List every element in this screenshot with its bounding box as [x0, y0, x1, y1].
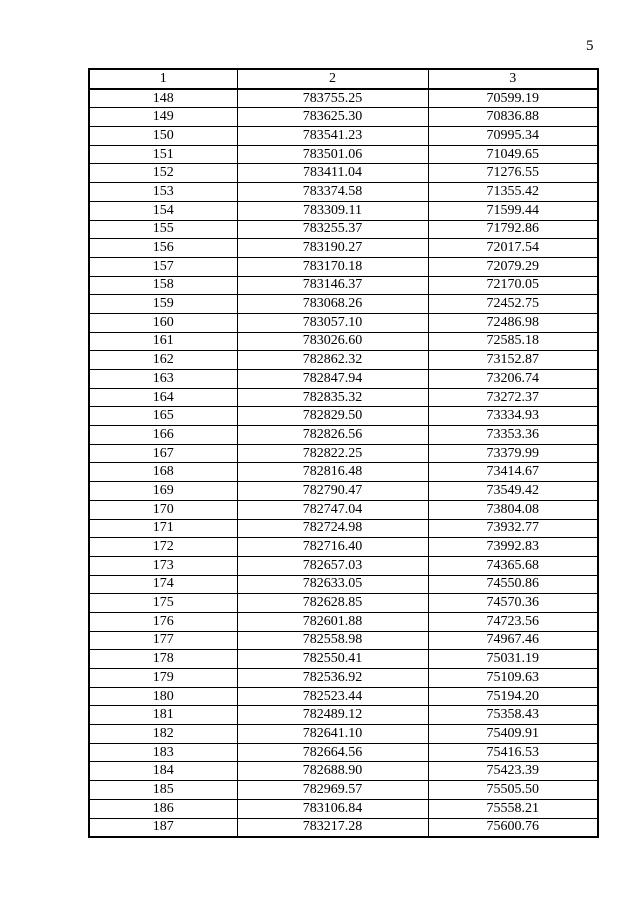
x-coordinate-cell: 783146.37 [237, 276, 428, 295]
y-coordinate-cell: 73206.74 [428, 370, 598, 389]
y-coordinate-cell: 74365.68 [428, 556, 598, 575]
table-row [89, 725, 598, 744]
column-header-3: 3 [428, 69, 598, 89]
table-row [89, 108, 598, 127]
point-number-cell: 170 [89, 500, 237, 519]
table-row [89, 295, 598, 314]
y-coordinate-cell: 75409.91 [428, 725, 598, 744]
table-row [89, 463, 598, 482]
x-coordinate-cell: 782550.41 [237, 650, 428, 669]
point-number-cell: 163 [89, 370, 237, 389]
table-row [89, 201, 598, 220]
point-number-cell: 172 [89, 538, 237, 557]
x-coordinate-cell: 782664.56 [237, 743, 428, 762]
point-number-cell: 174 [89, 575, 237, 594]
table-row [89, 127, 598, 146]
y-coordinate-cell: 71792.86 [428, 220, 598, 239]
column-header-2: 2 [237, 69, 428, 89]
point-number-cell: 178 [89, 650, 237, 669]
coordinates-table [88, 68, 599, 838]
y-coordinate-cell: 72452.75 [428, 295, 598, 314]
table-row [89, 818, 598, 837]
x-coordinate-cell: 783217.28 [237, 818, 428, 837]
point-number-cell: 169 [89, 482, 237, 501]
y-coordinate-cell: 70836.88 [428, 108, 598, 127]
x-coordinate-cell: 783170.18 [237, 257, 428, 276]
table-row [89, 257, 598, 276]
point-number-cell: 162 [89, 351, 237, 370]
x-coordinate-cell: 782628.85 [237, 594, 428, 613]
point-number-cell: 184 [89, 762, 237, 781]
table-row [89, 407, 598, 426]
x-coordinate-cell: 782862.32 [237, 351, 428, 370]
table-row [89, 538, 598, 557]
x-coordinate-cell: 782523.44 [237, 687, 428, 706]
point-number-cell: 160 [89, 313, 237, 332]
y-coordinate-cell: 74550.86 [428, 575, 598, 594]
point-number-cell: 161 [89, 332, 237, 351]
y-coordinate-cell: 73152.87 [428, 351, 598, 370]
point-number-cell: 180 [89, 687, 237, 706]
x-coordinate-cell: 782601.88 [237, 612, 428, 631]
x-coordinate-cell: 782835.32 [237, 388, 428, 407]
point-number-cell: 148 [89, 89, 237, 108]
table-row [89, 444, 598, 463]
x-coordinate-cell: 782822.25 [237, 444, 428, 463]
y-coordinate-cell: 71049.65 [428, 145, 598, 164]
y-coordinate-cell: 71355.42 [428, 183, 598, 202]
point-number-cell: 181 [89, 706, 237, 725]
table-row [89, 313, 598, 332]
table-row [89, 482, 598, 501]
point-number-cell: 179 [89, 669, 237, 688]
x-coordinate-cell: 782633.05 [237, 575, 428, 594]
table-row [89, 351, 598, 370]
x-coordinate-cell: 783625.30 [237, 108, 428, 127]
point-number-cell: 152 [89, 164, 237, 183]
point-number-cell: 183 [89, 743, 237, 762]
y-coordinate-cell: 72486.98 [428, 313, 598, 332]
point-number-cell: 176 [89, 612, 237, 631]
table-row [89, 426, 598, 445]
y-coordinate-cell: 75505.50 [428, 781, 598, 800]
table-row [89, 762, 598, 781]
table-row [89, 575, 598, 594]
y-coordinate-cell: 73334.93 [428, 407, 598, 426]
y-coordinate-cell: 73379.99 [428, 444, 598, 463]
point-number-cell: 168 [89, 463, 237, 482]
table-row [89, 669, 598, 688]
table-row [89, 220, 598, 239]
table-header [89, 69, 598, 89]
y-coordinate-cell: 75031.19 [428, 650, 598, 669]
x-coordinate-cell: 783309.11 [237, 201, 428, 220]
y-coordinate-cell: 75600.76 [428, 818, 598, 837]
page-number: 5 [586, 38, 594, 54]
table-row [89, 145, 598, 164]
table-row [89, 594, 598, 613]
y-coordinate-cell: 75194.20 [428, 687, 598, 706]
y-coordinate-cell: 75558.21 [428, 799, 598, 818]
y-coordinate-cell: 73992.83 [428, 538, 598, 557]
x-coordinate-cell: 783026.60 [237, 332, 428, 351]
point-number-cell: 177 [89, 631, 237, 650]
table-row [89, 687, 598, 706]
x-coordinate-cell: 783190.27 [237, 239, 428, 258]
point-number-cell: 171 [89, 519, 237, 538]
y-coordinate-cell: 73272.37 [428, 388, 598, 407]
point-number-cell: 150 [89, 127, 237, 146]
y-coordinate-cell: 75109.63 [428, 669, 598, 688]
x-coordinate-cell: 782724.98 [237, 519, 428, 538]
x-coordinate-cell: 782816.48 [237, 463, 428, 482]
y-coordinate-cell: 73804.08 [428, 500, 598, 519]
table-row [89, 183, 598, 202]
x-coordinate-cell: 782688.90 [237, 762, 428, 781]
y-coordinate-cell: 73932.77 [428, 519, 598, 538]
x-coordinate-cell: 782829.50 [237, 407, 428, 426]
table-row [89, 743, 598, 762]
point-number-cell: 151 [89, 145, 237, 164]
point-number-cell: 185 [89, 781, 237, 800]
point-number-cell: 153 [89, 183, 237, 202]
y-coordinate-cell: 73549.42 [428, 482, 598, 501]
x-coordinate-cell: 782790.47 [237, 482, 428, 501]
x-coordinate-cell: 782558.98 [237, 631, 428, 650]
x-coordinate-cell: 783106.84 [237, 799, 428, 818]
y-coordinate-cell: 73414.67 [428, 463, 598, 482]
x-coordinate-cell: 783057.10 [237, 313, 428, 332]
y-coordinate-cell: 72079.29 [428, 257, 598, 276]
table-row [89, 799, 598, 818]
table-row [89, 650, 598, 669]
x-coordinate-cell: 782747.04 [237, 500, 428, 519]
table-body [89, 89, 598, 838]
table-row [89, 89, 598, 108]
y-coordinate-cell: 74570.36 [428, 594, 598, 613]
table-row [89, 781, 598, 800]
point-number-cell: 158 [89, 276, 237, 295]
y-coordinate-cell: 75423.39 [428, 762, 598, 781]
x-coordinate-cell: 782969.57 [237, 781, 428, 800]
point-number-cell: 167 [89, 444, 237, 463]
x-coordinate-cell: 782536.92 [237, 669, 428, 688]
point-number-cell: 186 [89, 799, 237, 818]
y-coordinate-cell: 70995.34 [428, 127, 598, 146]
y-coordinate-cell: 72170.05 [428, 276, 598, 295]
point-number-cell: 165 [89, 407, 237, 426]
point-number-cell: 187 [89, 818, 237, 837]
table-row [89, 164, 598, 183]
point-number-cell: 175 [89, 594, 237, 613]
table-row [89, 370, 598, 389]
y-coordinate-cell: 73353.36 [428, 426, 598, 445]
y-coordinate-cell: 72017.54 [428, 239, 598, 258]
x-coordinate-cell: 783755.25 [237, 89, 428, 108]
x-coordinate-cell: 782657.03 [237, 556, 428, 575]
x-coordinate-cell: 783068.26 [237, 295, 428, 314]
point-number-cell: 173 [89, 556, 237, 575]
table-row [89, 612, 598, 631]
y-coordinate-cell: 74967.46 [428, 631, 598, 650]
table-row [89, 631, 598, 650]
point-number-cell: 164 [89, 388, 237, 407]
point-number-cell: 149 [89, 108, 237, 127]
point-number-cell: 155 [89, 220, 237, 239]
point-number-cell: 156 [89, 239, 237, 258]
x-coordinate-cell: 782641.10 [237, 725, 428, 744]
column-header-1: 1 [89, 69, 237, 89]
y-coordinate-cell: 75416.53 [428, 743, 598, 762]
header-row [89, 69, 598, 89]
x-coordinate-cell: 783501.06 [237, 145, 428, 164]
table-row [89, 556, 598, 575]
y-coordinate-cell: 74723.56 [428, 612, 598, 631]
table-row [89, 276, 598, 295]
table-row [89, 332, 598, 351]
table-row [89, 706, 598, 725]
x-coordinate-cell: 782826.56 [237, 426, 428, 445]
point-number-cell: 159 [89, 295, 237, 314]
x-coordinate-cell: 783411.04 [237, 164, 428, 183]
x-coordinate-cell: 782489.12 [237, 706, 428, 725]
point-number-cell: 157 [89, 257, 237, 276]
y-coordinate-cell: 71276.55 [428, 164, 598, 183]
x-coordinate-cell: 783374.58 [237, 183, 428, 202]
point-number-cell: 154 [89, 201, 237, 220]
x-coordinate-cell: 783255.37 [237, 220, 428, 239]
x-coordinate-cell: 783541.23 [237, 127, 428, 146]
y-coordinate-cell: 72585.18 [428, 332, 598, 351]
table-row [89, 500, 598, 519]
x-coordinate-cell: 782716.40 [237, 538, 428, 557]
y-coordinate-cell: 75358.43 [428, 706, 598, 725]
point-number-cell: 166 [89, 426, 237, 445]
x-coordinate-cell: 782847.94 [237, 370, 428, 389]
table-row [89, 519, 598, 538]
table-row [89, 388, 598, 407]
point-number-cell: 182 [89, 725, 237, 744]
table-row [89, 239, 598, 258]
y-coordinate-cell: 71599.44 [428, 201, 598, 220]
y-coordinate-cell: 70599.19 [428, 89, 598, 108]
